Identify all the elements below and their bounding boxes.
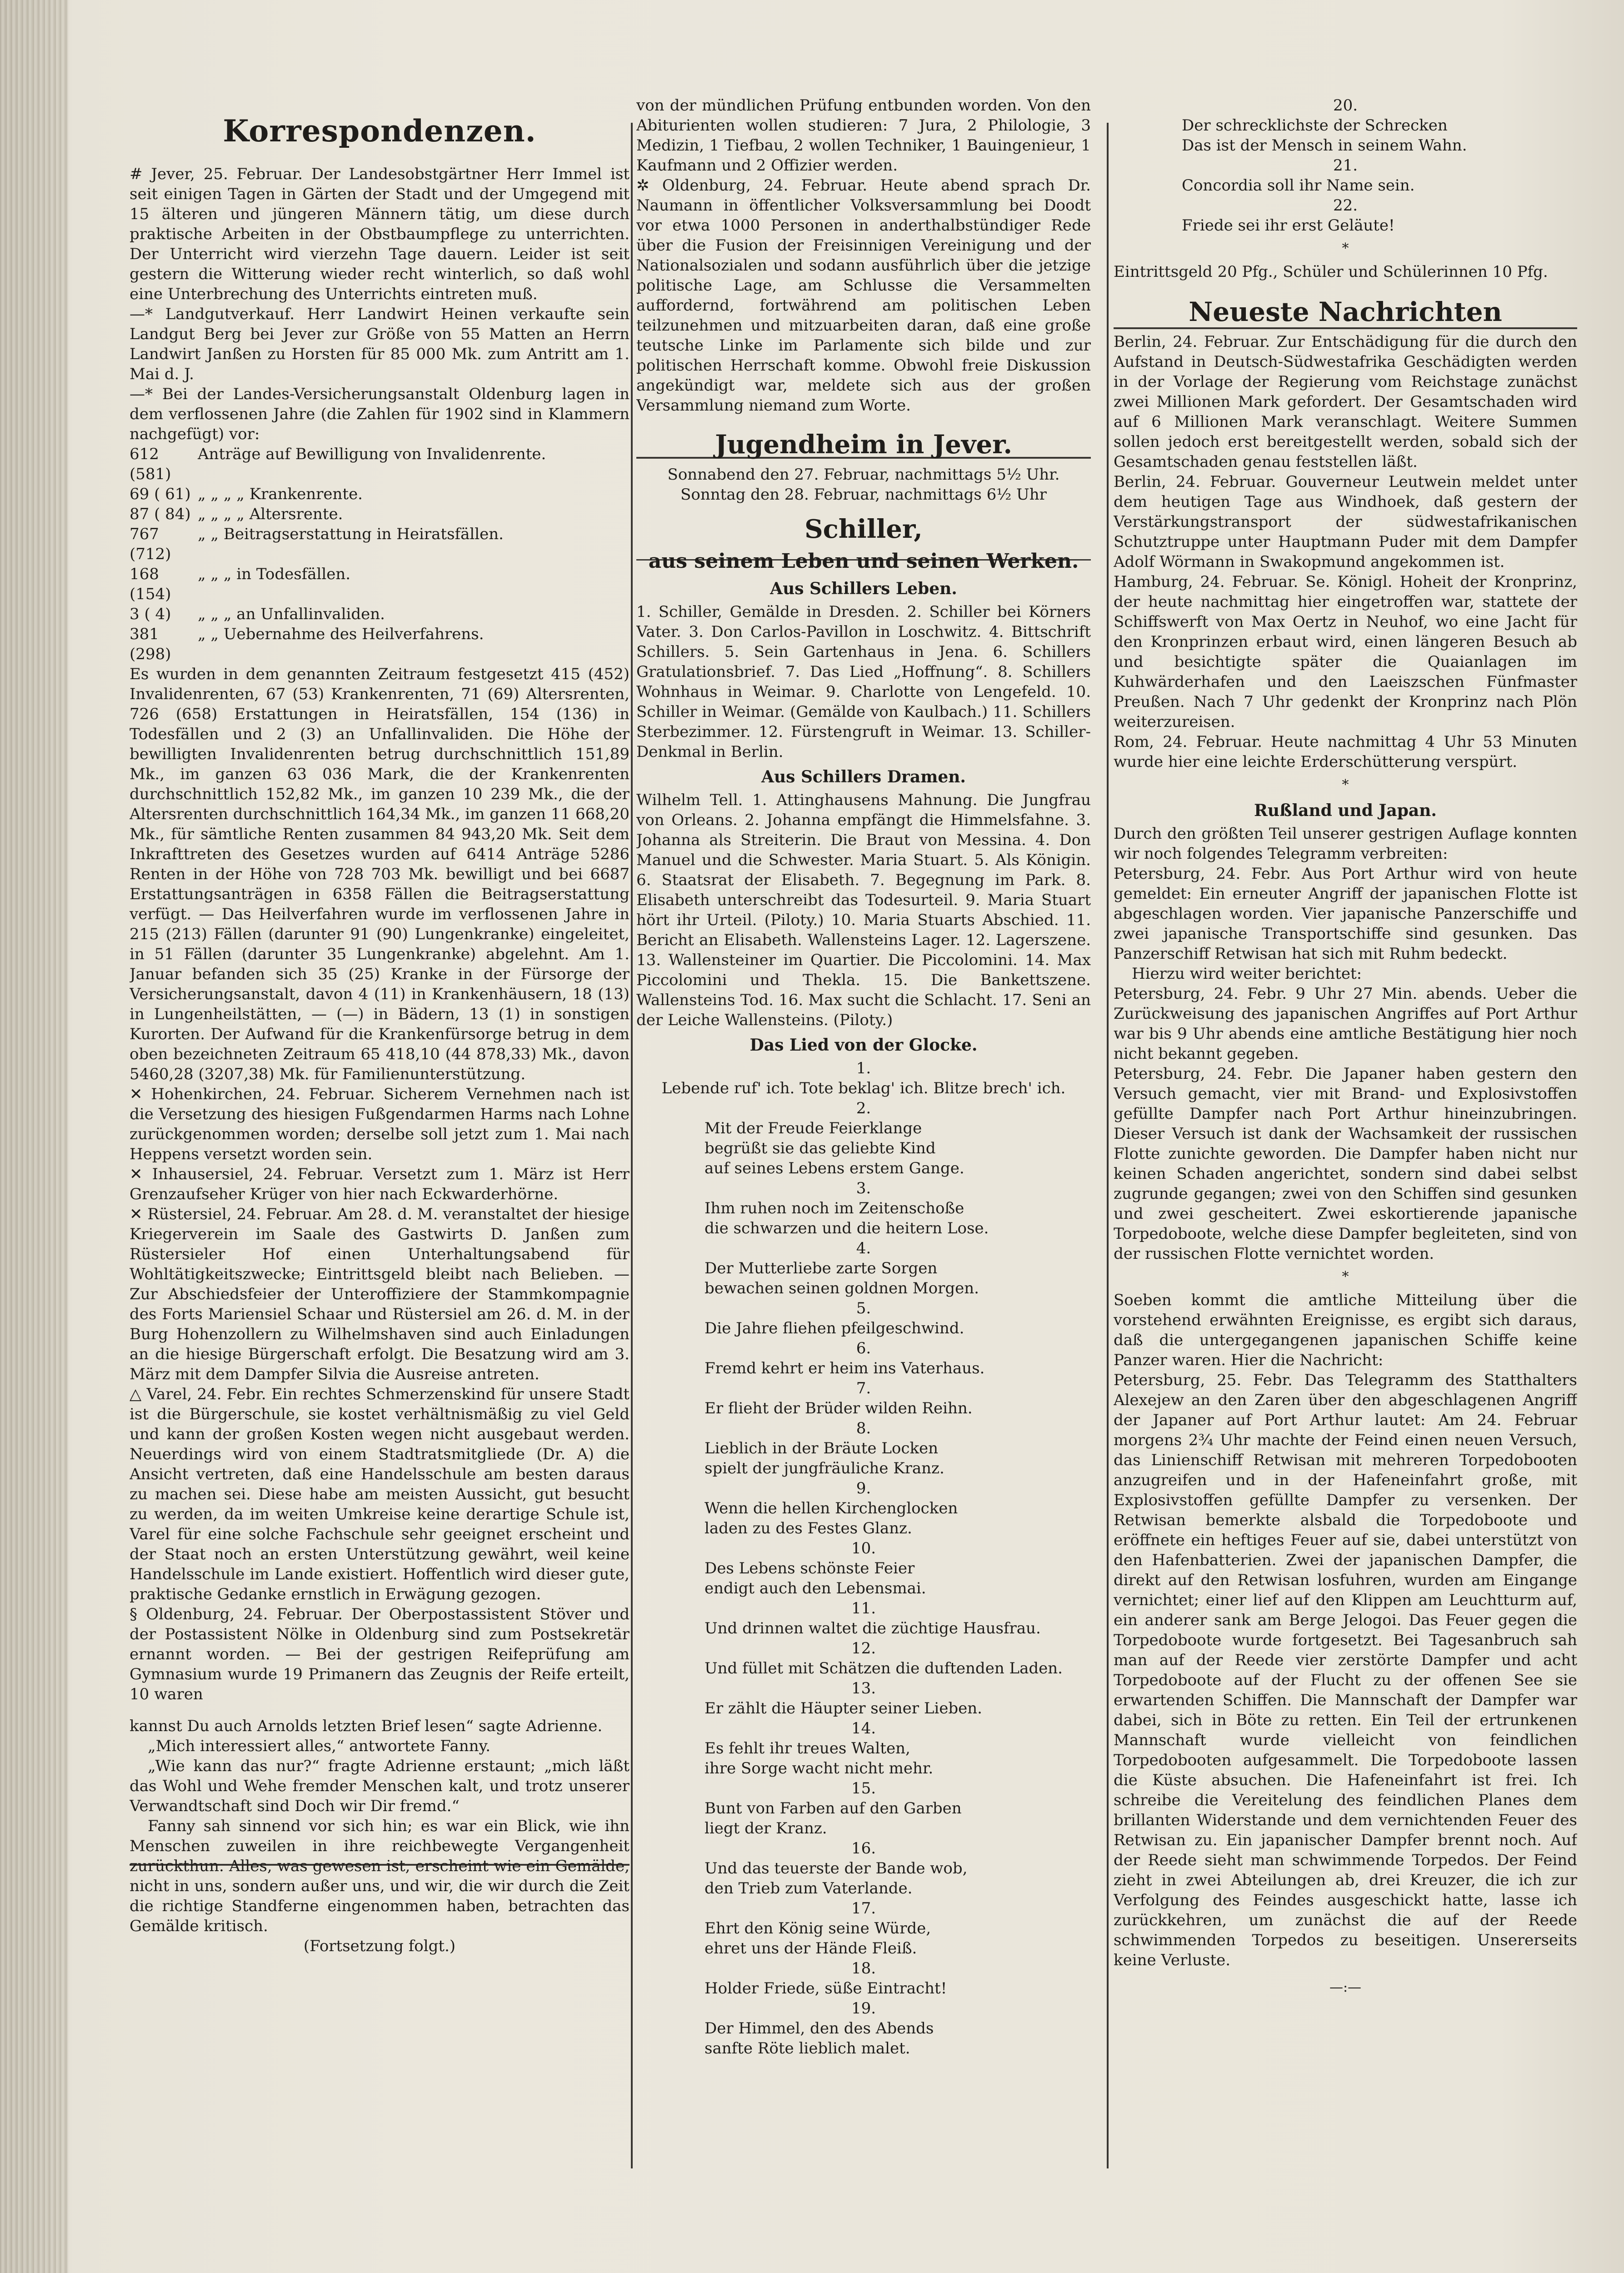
news-rom: Rom, 24. Februar. Heute nachmittag 4 Uhr 53 Minuten wurde hier eine leichte Erderschütterung verspürt.	[1114, 733, 1577, 771]
page-binding	[0, 0, 68, 2273]
poem-line: ihre Sorge wacht nicht mehr.	[705, 1759, 934, 1777]
poem-line: Ehrt den König seine Würde,	[705, 1919, 931, 1938]
article-oldenburg-naumann: ✲ Oldenburg, 24. Februar. Heute abend sprach Dr. Naumann in öffentlicher Volksversammlung bei Doodt vor etwa 1000 Personen in anderthalbstündiger Rede über die Fusion der Freisinnigen Vereinigung und der Nationalsozialen und sodann ausführlich über die jetzige politische Lage, am Schlusse die Versammelten auffordernd, fortwährend am politischen Leben teilzunehmen und mitzuarbeiten daran, daß eine große teutsche Linke im Parlamente sich bilde und zur politischen Herrschaft komme. Obwohl freie Diskussion angekündigt war, meldete sich aus der großen Versammlung niemand zum Worte.	[636, 176, 1091, 415]
stanza-number: 16.	[851, 1839, 876, 1857]
program-title: Schiller,	[805, 514, 923, 544]
poem-line: ehret uns der Hände Fleiß.	[705, 1939, 917, 1958]
news-note: Hierzu wird weiter berichtet:	[1132, 965, 1362, 983]
poem-line: spielt der jungfräuliche Kranz.	[705, 1459, 944, 1477]
table-row: 168 (154) „ „ „ in Todesfällen.	[130, 565, 351, 603]
separator-asterisk: *	[1342, 1269, 1349, 1285]
poem-line: Des Lebens schönste Feier	[705, 1559, 915, 1577]
program-subtitle: aus seinem Leben und seinen Werken.	[648, 550, 1079, 573]
table-row: 612 (581) Anträge auf Bewilligung von Invalidenrente.	[130, 445, 546, 483]
poem-line: Holder Friede, süße Eintracht!	[705, 1979, 947, 1998]
stanza-number: 10.	[851, 1539, 876, 1557]
stanza-number: 4.	[856, 1239, 871, 1257]
column-left	[130, 95, 630, 2168]
event-date: Sonnabend den 27. Februar, nachmittags 5½ Uhr.	[667, 466, 1060, 484]
stanza-number: 18.	[851, 1959, 876, 1978]
stanza-number: 8.	[856, 1419, 871, 1437]
news-section-heading: Rußland und Japan.	[1254, 801, 1437, 820]
stanza-number: 15.	[851, 1779, 876, 1797]
poem-line: Er zählt die Häupter seiner Lieben.	[705, 1699, 982, 1717]
poem-line: Und drinnen waltet die züchtige Hausfrau.	[705, 1619, 1041, 1637]
event-date: Sonntag den 28. Februar, nachmittags 6½ Uhr	[680, 486, 1047, 504]
news-petersburg: Petersburg, 24. Febr. Aus Port Arthur wird von heute gemeldet: Ein erneuter Angriff der japanischen Flotte ist abgeschlagen worden. Vier japanische Panzerschiffe und zwei japanische Transportschiffe sind gesunken. Das Panzerschiff Retwisan hat sich mit Ruhm bedeckt.	[1114, 865, 1577, 963]
poem-glocke-continued	[1114, 95, 1577, 235]
poem-line: Friede sei ihr erst Geläute!	[1182, 216, 1395, 235]
table-row: 381 (298) „ „ Uebernahme des Heilverfahrens.	[130, 625, 484, 663]
statistics-table	[130, 444, 630, 664]
stanza-number: 2.	[856, 1099, 871, 1117]
news-petersburg: Petersburg, 25. Febr. Das Telegramm des Statthalters Alexejew an den Zaren über den abgeschlagenen Angriff der Japaner auf Port Arthur lautet: Am 24. Februar morgens 2¾ Uhr machte der Feind einen neuen Versuch, das Linienschiff Retwisan mit mehreren Torpedobooten anzugreifen und in der Hafeneinfahrt große, mit Explosivstoffen gefüllte Dampfer zu versenken. Der Retwisan bemerkte alsbald die Torpedoboote und eröffnete ein heftiges Feuer auf sie, dabei unterstützt von den Hafenbatterien. Zwei der japanischen Dampfer, die direkt auf den Retwisan losfuhren, wurden am Eingange vernichtet; einer lief auf den Klippen am Leuchtturm auf, ein anderer sank am Berge Jelogoi. Das Feuer gegen die Torpedoboote wurde fortgesetzt. Bei Tagesanbruch sah man auf der Reede vier zerstörte Dampfer und acht Torpedoboote auf der Flucht zu der offenen See sie erwartenden Schiffen. Die Mannschaft der Dampfer war dabei, sich in Böte zu retten. Ein Teil der ertrunkenen Mannschaft wurde vielleicht von feindlichen Torpedobooten aufgesammelt. Die Torpedoboote lassen die Küste absuchen. Die Hafeneinfahrt ist frei. Ich schreibe die Vereitelung des feindlichen Planes dem brillanten Widerstande und dem vernichtenden Feuer des Retwisan zu. Ein japanischer Dampfer brennt noch. Auf der Reede sieht man schwimmende Torpedos. Der Feind zieht in zwei Abteilungen ab, drei Kreuzer, die ich zur Verfolgung des Feindes ausgeschickt hatte, lasse ich zurückkehren, um zunächst die auf der Reede schwimmenden Torpedos zu beseitigen. Unsererseits keine Verluste.	[1114, 1371, 1577, 1969]
poem-line: bewachen seinen goldnen Morgen.	[705, 1279, 979, 1297]
article-landesversicherung-body: Es wurden in dem genannten Zeitraum festgesetzt 415 (452) Invalidenrenten, 67 (53) Krankenrenten, 71 (69) Altersrenten, 726 (658) Erstattungen in Heiratsfällen, 154 (136) in Todesfällen und 2 (3) an Unfallinvaliden. Die Höhe der bewilligten Invalidenrenten betrug durchschnittlich 151,89 Mk., im ganzen 63 036 Mark, die der Krankenrenten durchschnittlich 152,82 Mk., im ganzen 10 239 Mk., die der Altersrenten durchschnittlich 164,34 Mk., im ganzen 11 668,20 Mk., für sämtliche Renten zusammen 84 943,20 Mk. Seit dem Inkrafttreten des Gesetzes wurden auf 6414 Anträge 5286 Renten in der Höhe von 728 703 Mk. bewilligt und bei 6687 Erstattungsanträgen in 6358 Fällen die Beitragserstattung verfügt. — Das Heilverfahren wurde im verflossenen Jahre in 215 (213) Fällen (darunter 91 (90) Lungenkranke) eingeleitet, in 51 Fällen (darunter 35 Lungenkranke) abgelehnt. Am 1. Januar befanden sich 35 (25) Kranke in der Fürsorge der Versicherungsanstalt, davon 4 (11) in Krankenhäusern, 18 (13) in Lungenheilstätten, — (—) in Bädern, 13 (1) in sonstigen Kurorten. Der Aufwand für die Krankenfürsorge betrug in dem oben bezeichneten Zeitraum 65 418,10 (44 878,33) Mk., davon 5460,28 (3207,38) Mk. für Familienunterstützung.	[130, 665, 630, 1083]
feuilleton-text: „Wie kann das nur?“ fragte Adrienne erstaunt; „mich läßt das Wohl und Wehe fremder Menschen kalt, und trotz unserer Verwandtschaft sind Doch wir Dir fremd.“	[130, 1757, 630, 1815]
article-inhausersiel: ✕ Inhausersiel, 24. Februar. Versetzt zum 1. März ist Herr Grenzaufseher Krüger von hier nach Eckwarderhörne.	[130, 1165, 630, 1203]
poem-line: endigt auch den Lebensmai.	[705, 1579, 926, 1597]
poem-line: Das ist der Mensch in seinem Wahn.	[1182, 136, 1467, 155]
news-petersburg: Petersburg, 24. Febr. 9 Uhr 27 Min. abends. Ueber die Zurückweisung des japanischen Angriffes auf Port Arthur war bis 9 Uhr abends eine amtliche Bestätigung hier noch nicht bekannt gegeben.	[1114, 985, 1577, 1063]
feuilleton-text: kannst Du auch Arnolds letzten Brief lesen“ sagte Adrienne.	[130, 1717, 603, 1735]
article-varel: △ Varel, 24. Febr. Ein rechtes Schmerzenskind für unsere Stadt ist die Bürgerschule, sie kostet verhältnismäßig zu viel Geld und kann der großen Kosten wegen nicht ausgebaut werden. Neuerdings wird von einem Stadtratsmitgliede (Dr. A) die Ansicht vertreten, daß eine Handelsschule am besten daraus zu machen sei. Diese habe am meisten Aussicht, gut besucht zu werden, da im weiten Umkreise keine derartige Schule ist, Varel für eine solche Fachschule sehr geeignet erscheint und der Staat noch an ersten Unterstützung gewährt, weil keine Handelsschule im Lande existiert. Hoffentlich wird dieser gute, praktische Gedanke ernstlich in Erwägung gezogen.	[130, 1385, 630, 1603]
stanza-number: 6.	[856, 1339, 871, 1357]
news-intro: Soeben kommt die amtliche Mitteilung über die vorstehend erwähnten Ereignisse, es ergibt sich daraus, daß die untergegangenen japanischen Schiffe keine Panzer waren. Hier die Nachricht:	[1114, 1291, 1577, 1369]
poem-line: sanfte Röte lieblich malet.	[705, 2039, 910, 2058]
feuilleton-text: Fanny sah sinnend vor sich hin; es war ein Blick, wie ihn Menschen zuweilen in ihre reichbewegte Vergangenheit zurückthun. Alles, was gewesen ist, erscheint wie ein Gemälde, nicht in uns, sondern außer uns, und wir, die wir durch die Zeit die richtige Standferne eingenommen haben, betrachten das Gemälde kritisch.	[130, 1817, 630, 1935]
table-row: 767 (712) „ „ Beitragserstattung in Heiratsfällen.	[130, 525, 504, 563]
separator-asterisk: *	[1342, 240, 1349, 256]
poem-line: Er flieht der Brüder wilden Reihn.	[705, 1399, 973, 1417]
article-ruestersiel: ✕ Rüstersiel, 24. Februar. Am 28. d. M. veranstaltet der hiesige Kriegerverein im Saale des Gastwirts D. Janßen zum Rüstersieler Hof einen Unterhaltungsabend für Wohltätigkeitszwecke; Eintrittsgeld bleibt nach Belieben. — Zur Abschiedsfeier der Unteroffiziere der Stammkompagnie des Forts Mariensiel Schaar und Rüstersiel am 26. d. M. in der Burg Hohenzollern zu Wilhelmshaven sind auch Einladungen an die hiesige Bürgerschaft erfolgt. Die Besatzung wird am 3. März mit dem Dampfer Silvia die Ausreise antreten.	[130, 1205, 630, 1383]
stanza-number: 3.	[856, 1179, 871, 1197]
news-berlin: Berlin, 24. Februar. Zur Entschädigung für die durch den Aufstand in Deutsch-Südwestafrika Geschädigten werden in der Vorlage der Regierung vom Reichstage zunächst zwei Millionen Mark gefordert. Der Gesamtschaden wird auf 6 Millionen Mark veranschlagt. Weitere Summen sollen jedoch erst bereitgestellt werden, sobald sich der Gesamtschaden genau feststellen läßt.	[1114, 333, 1577, 471]
separator-asterisk: *	[1342, 777, 1349, 793]
stanza-number: 17.	[851, 1899, 876, 1918]
news-hamburg: Hamburg, 24. Februar. Se. Königl. Hoheit der Kronprinz, der heute nachmittag hier eingetroffen war, stattete der Schiffswerft von Max Oertz in Neuhof, wo eine Jacht für den Kronprinzen erbaut wird, einen längeren Besuch ab und besichtigte später die Quaianlagen im Kuhwärderhafen und den Laeiszschen Fünfmaster Preußen. Nach 7 Uhr gedenkt der Kronprinz nach Plön weiterzureisen.	[1114, 573, 1577, 731]
admission-note: Eintrittsgeld 20 Pfg., Schüler und Schülerinnen 10 Pfg.	[1114, 263, 1548, 281]
stanza-number: 13.	[851, 1679, 876, 1697]
poem-line: Der schrecklichste der Schrecken	[1182, 116, 1448, 135]
program-section-heading: Das Lied von der Glocke.	[750, 1036, 978, 1055]
poem-line: die schwarzen und die heitern Lose.	[705, 1219, 989, 1237]
article-landesversicherung: —* Bei der Landes-Versicherungsanstalt Oldenburg lagen in dem verflossenen Jahre (die Zahlen für 1902 sind in Klammern nachgefügt) vor:	[130, 385, 630, 443]
section-title: Neueste Nachrichten	[1189, 296, 1502, 327]
column-middle	[636, 95, 1091, 2168]
poem-line: Der Mutterliebe zarte Sorgen	[705, 1259, 938, 1277]
column-rule	[1107, 123, 1109, 2168]
table-row: 87 ( 84) „ „ „ „ Altersrente.	[130, 505, 343, 523]
program-section-heading: Aus Schillers Dramen.	[761, 767, 966, 786]
poem-line: Lieblich in der Bräute Locken	[705, 1439, 939, 1457]
article-oldenburg: § Oldenburg, 24. Februar. Der Oberpostassistent Stöver und der Postassistent Nölke in Oldenburg sind zum Postsekretär ernannt worden. — Bei der gestrigen Reifeprüfung am Gymnasium wurde 19 Primanern das Zeugnis der Reife erteilt, 10 waren	[130, 1605, 630, 1703]
poem-line: auf seines Lebens erstem Gange.	[705, 1159, 964, 1177]
poem-line: Lebende ruf' ich. Tote beklag' ich. Blitze brech' ich.	[661, 1079, 1066, 1097]
column-rule	[631, 123, 633, 2168]
stanza-number: 14.	[851, 1719, 876, 1737]
article-jever: # Jever, 25. Februar. Der Landesobstgärtner Herr Immel ist seit einigen Tagen in Gärten der Stadt und der Umgegend mit 15 älteren und jüngeren Männern tätig, um diese durch praktische Arbeiten in der Obstbaumpflege zu unterrichten. Der Unterricht wird vierzehn Tage dauern. Leider ist seit gestern die Witterung wieder recht winterlich, so daß wohl eine Unterbrechung des Unterrichts eintreten muß.	[130, 165, 630, 303]
poem-line: liegt der Kranz.	[705, 1819, 827, 1837]
poem-line: Und füllet mit Schätzen die duftenden Laden.	[705, 1659, 1063, 1677]
poem-line: Der Himmel, den des Abends	[705, 2019, 934, 2038]
stanza-number: 7.	[856, 1379, 871, 1397]
article-landgut: —* Landgutverkauf. Herr Landwirt Heinen verkaufte sein Landgut Berg bei Jever zur Größe von 55 Matten an Herrn Landwirt Janßen zu Horsten für 85 000 Mk. zum Antritt am 1. Mai d. J.	[130, 305, 630, 383]
article-continued: von der mündlichen Prüfung entbunden worden. Von den Abiturienten wollen studieren: 7 Jura, 2 Philologie, 3 Medizin, 1 Tiefbau, 2 wollen Techniker, 1 Bauingenieur, 1 Kaufmann und 2 Offizier werden.	[636, 96, 1091, 175]
poem-glocke	[636, 1058, 1091, 2058]
continuation-note: (Fortsetzung folgt.)	[303, 1937, 456, 1955]
poem-line: Fremd kehrt er heim ins Vaterhaus.	[705, 1359, 985, 1377]
poem-line: Die Jahre fliehen pfeilgeschwind.	[705, 1319, 964, 1337]
news-intro: Durch den größten Teil unserer gestrigen Auflage konnten wir noch folgendes Telegramm verbreiten:	[1114, 825, 1577, 863]
stanza-number: 11.	[851, 1599, 876, 1617]
section-title: Korrespondenzen.	[223, 113, 536, 149]
event-title: Jugendheim in Jever.	[715, 430, 1012, 460]
poem-line: Ihm ruhen noch im Zeitenschoße	[705, 1199, 964, 1217]
poem-line: Mit der Freude Feierklange	[705, 1119, 922, 1137]
article-hohenkirchen: ✕ Hohenkirchen, 24. Februar. Sicherem Vernehmen nach ist die Versetzung des hiesigen Fußgendarmen Harms nach Lohne zurückgenommen worden; derselbe soll jetzt zum 1. Mai nach Heppens versetzt worden sein.	[130, 1085, 630, 1163]
stanza-number: 9.	[856, 1479, 871, 1497]
table-row: 69 ( 61) „ „ „ „ Krankenrente.	[130, 485, 363, 503]
poem-line: laden zu des Festes Glanz.	[705, 1519, 912, 1537]
news-berlin: Berlin, 24. Februar. Gouverneur Leutwein meldet unter dem heutigen Tage aus Windhoek, daß gestern der Verstärkungstransport der südwestafrikanischen Schutztruppe unter Hauptmann Puder mit dem Dampfer Adolf Wörmann in Swakopmund angekommen ist.	[1114, 473, 1577, 571]
news-petersburg: Petersburg, 24. Febr. Die Japaner haben gestern den Versuch gemacht, vier mit Brand- und Explosivstoffen gefüllte Dampfer nach Port Arthur hineinzubringen. Dieser Versuch ist dank der Wachsamkeit der russischen Flotte zunichte geworden. Die Dampfer haben nicht nur keinen Schaden angerichtet, sondern sind dabei selbst zugrunde gegangen; zwei von den Schiffen sind gesunken und zwei gescheitert. Zwei eskortierende japanische Torpedoboote, welche diese Dampfer begleiteten, sind von der russischen Flotte vernichtet worden.	[1114, 1065, 1577, 1263]
poem-line: Wenn die hellen Kirchenglocken	[705, 1499, 958, 1517]
program-list: 1. Schiller, Gemälde in Dresden. 2. Schiller bei Körners Vater. 3. Don Carlos-Pavillon in Loschwitz. 4. Bittschrift Schillers. 5. Sein Gartenhaus in Jena. 6. Schillers Gratulationsbrief. 7. Das Lied „Hoffnung“. 8. Schillers Wohnhaus in Weimar. 9. Charlotte von Lengefeld. 10. Schiller in Weimar. (Gemälde von Kaulbach.) 11. Schillers Sterbezimmer. 12. Fürstengruft in Weimar. 13. Schiller-Denkmal in Berlin.	[636, 603, 1091, 761]
program-section-heading: Aus Schillers Leben.	[770, 579, 957, 598]
poem-line: Und das teuerste der Bande wob,	[705, 1859, 968, 1877]
stanza-number: 20.	[1333, 96, 1358, 115]
column-right	[1114, 95, 1577, 2168]
feuilleton-text: „Mich interessiert alles,“ antwortete Fanny.	[148, 1737, 491, 1755]
poem-line: Es fehlt ihr treues Walten,	[705, 1739, 910, 1757]
stanza-number: 19.	[851, 1999, 876, 2018]
stanza-number: 12.	[851, 1639, 876, 1657]
stanza-number: 5.	[856, 1299, 871, 1317]
stanza-number: 1.	[856, 1059, 871, 1077]
stanza-number: 21.	[1333, 156, 1358, 175]
poem-line: Concordia soll ihr Name sein.	[1182, 176, 1415, 195]
program-list: Wilhelm Tell. 1. Attinghausens Mahnung. Die Jungfrau von Orleans. 2. Johanna empfängt die Himmelsfahne. 3. Johanna als Streiterin. Die Braut von Messina. 4. Don Manuel und die Schwester. Maria Stuart. 5. Als Königin. 6. Staatsrat der Elisabeth. 7. Begegnung im Park. 8. Elisabeth unterschreibt das Todesurteil. 9. Maria Stuart hört ihr Urteil. (Piloty.) 10. Maria Stuarts Abschied. 11. Bericht an Elisabeth. Wallensteins Lager. 12. Lagerszene. 13. Wallensteiner im Quartier. Die Piccolomini. 14. Max Piccolomini und Thekla. 15. Die Bankettszene. Wallensteins Tod. 16. Max sucht die Schlacht. 17. Seni an der Leiche Wallensteins. (Piloty.)	[636, 791, 1091, 1029]
poem-line: Bunt von Farben auf den Garben	[705, 1799, 962, 1817]
stanza-number: 22.	[1333, 196, 1358, 215]
poem-line: begrüßt sie das geliebte Kind	[705, 1139, 936, 1157]
poem-line: den Trieb zum Vaterlande.	[705, 1879, 913, 1898]
table-row: 3 ( 4) „ „ „ an Unfallinvaliden.	[130, 605, 385, 623]
closing-mark: —:—	[1329, 1979, 1362, 1995]
